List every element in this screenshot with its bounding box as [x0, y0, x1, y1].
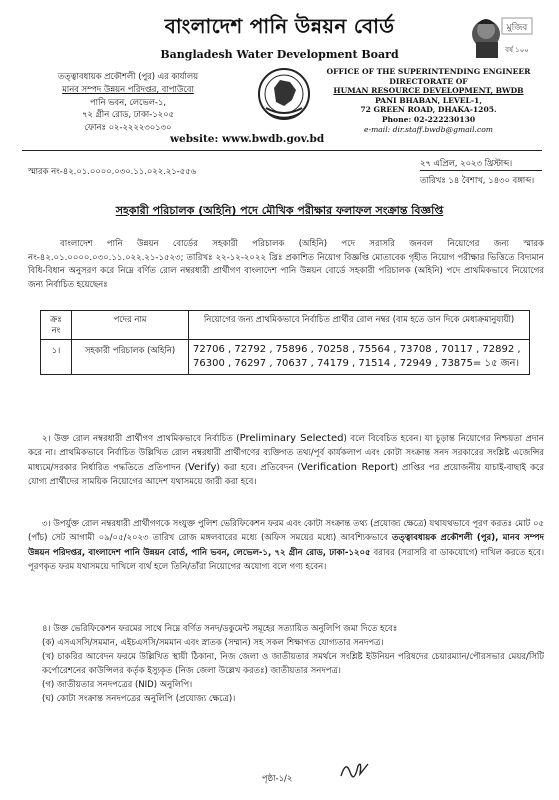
- page-subtitle: Bangladesh Water Development Board: [160, 48, 399, 61]
- page-number: পৃষ্ঠা-১/২: [262, 773, 293, 783]
- website-link[interactable]: website: www.bwdb.gov.bd: [170, 133, 325, 145]
- col-header-rolls: নিয়োগের জন্য প্রাথমিকভাবে নির্বাচিত প্রার্থীর রোল নম্বর (বাম হতে ডান দিকে মেধাক্রমানুযায়ী): [189, 311, 530, 340]
- svg-text:বর্ষ ১০০: বর্ষ ১০০: [505, 46, 529, 54]
- office-address-bn: তত্ত্বাবধায়ক প্রকৌশলী (পুর) এর কার্যালয় মানব সম্পদ উন্নয়ন পরিদপ্তর, বাপাউবো পানি ভবন, লেভেল-১, ৭২ গ্রীন রোড, ঢাকা-১২০৫ ফোনঃ ০২-২২২২৩০১৩০: [57, 71, 199, 133]
- email-address: e-mail: dir.staff.bwdb@gmail.com: [364, 124, 493, 134]
- paragraph-2: ২। উক্ত রোল নম্বরধারী প্রার্থীগণ প্রাথমিকভাবে নির্বাচিত (Preliminary Selected) বলে বিবেচিত হবেন। যা চূড়ান্ত নিয়োগের নিশ্চয়তা প্রদান করে না। প্রাথমিকভাবে নির্বাচিত উল্লিখিত রোল নম্বরধারী প্রার্থীগণের ব্যক্তিগত তথ্য/পূর্ব কার্যকলাপ এবং কোটা সংক্রান্ত সনদ সরকারের সংশ্লিষ্ট এজেন্সির মাধ্যমে/সরকার নির্ধারিত পদ্ধতিতে প্রতিপাদন (Verify) করা হবে। প্রতিবেদন (Verification Report) প্রাপ্তির পর প্রয়োজনীয় যাচাই-বাছাই করে যোগ্য প্রার্থীদের সাময়িক নিয়োগের আদেশ যথাসময়ে জারী করা হবে।: [28, 433, 545, 488]
- memo-number: স্মারক নং-৪২.০১.০০০০.০৩০.১১.০২২.২১-৫৫৬: [28, 166, 197, 176]
- paragraph-4: [28, 622, 544, 706]
- mujib-borsho-emblem: [462, 12, 534, 60]
- cell-sl: ১।: [41, 340, 72, 375]
- list-item: (গ) জাতীয়তার সনদপত্রের (NID) অনুলিপি।: [42, 680, 193, 690]
- header-divider: [22, 150, 542, 151]
- date-bengali: তারিখঃ ১৪ বৈশাখ, ১৪৩০ বঙ্গাব্দ।: [420, 175, 535, 185]
- svg-text:মুজিব: মুজিব: [506, 23, 528, 33]
- list-item: (ঘ) কোটা সংক্রান্ত সনদপত্রের অনুলিপি (প্রযোজ্য ক্ষেত্রে)।: [42, 694, 236, 704]
- col-header-post: পদের নাম: [72, 311, 189, 340]
- paragraph-1: বাংলাদেশ পানি উন্নয়ন বোর্ডের সহকারী পরিচালক (অহিনি) পদে সরাসরি জনবল নিয়োগের জন্য স্মারক নং-৪২.০১.০০০০.০৩০.১১.০২২.২১-১৫২৩; তারিখঃ ২২-১২-২০২২ খ্রিঃ প্রকাশিত নিয়োগ বিজ্ঞপ্তি মোতাবেক গৃহীত নিয়োগ পরীক্ষার ভিত্তিতে বিদ্যমান বিধি-বিধান অনুসরণ করে নিম্নে বর্ণিত রোল নম্বরধারী প্রার্থীগণ বাংলাদেশ পানি উন্নয়ন বোর্ডে সহকারী পরিচালক (অহিনি) পদে প্রাথমিকভাবে নিয়োগের জন্য নির্বাচিত হয়েছেনঃ: [28, 239, 544, 290]
- cell-roll-numbers: 72706 , 72792 , 75896 , 70258 , 75564 , 73708 , 70117 , 72892 , 76300 , 76297 , 70637 , 74179 , 71514 , 72949 , 73875= ১৫ জন।: [189, 340, 530, 375]
- results-table: [40, 310, 530, 375]
- paragraph-4-intro: ৪। উক্ত ভেরিফিকেশন ফরমের সাথে নিম্নে বর্ণিত সনদ/ডকুমেন্ট সমূহের সত্যায়িত অনুলিপি জমা দিতে হবেঃ: [42, 624, 398, 634]
- bwdb-logo: [256, 66, 312, 126]
- notice-subject: সহকারী পরিচালক (অহিনি) পদে মৌখিক পরীক্ষার ফলাফল সংক্রান্ত বিজ্ঞপ্তি: [115, 204, 444, 217]
- col-header-sl: ক্রঃ নং: [41, 311, 72, 340]
- list-item: (ক) এসএসসি/সমমান, এইচএসসি/সমমান এবং স্নাতক (সম্মান) সহ সকল শিক্ষাগত যোগ্যতার সনদপত্র।: [42, 638, 384, 648]
- cell-post: সহকারী পরিচালক (অহিনি): [72, 340, 189, 375]
- list-item: (খ) চাকরির আবেদন ফরমে উল্লিখিত স্থায়ী ঠিকানা, নিজ জেলা ও জাতীয়তার সমর্থনে সংশ্লিষ্ট ইউনিয়ন পরিষদের চেয়ারম্যান/পৌরসভার মেয়র/সিটি কর্পোরেশনের কাউন্সিলর কর্তৃক ইস্যুকৃত (নিজ জেলা উল্লেখ করতঃ) জাতীয়তার সনদপত্র।: [42, 652, 544, 676]
- table-header-row: [41, 311, 530, 340]
- paragraph-3: ৩। উপর্যুক্ত রোল নম্বরধারী প্রার্থীগণকে সংযুক্ত পুলিশ ভেরিফিকেশন ফরম এবং কোটা সংক্রান্ত তথ্য (প্রযোজ্য ক্ষেত্রে) যথাযথভাবে পূরণ করতঃ মোট ০৫ (পাঁচ) সেট আগামী ০৯/০৫/২০২৩ তারিখ রোজ মঙ্গলবারের মধ্যে (অফিস সময়ের মধ্যে) আবশ্যিকভাবে তত্ত্বাবধায়ক প্রকৌশলী (পুর), মানব সম্পদ উন্নয়ন পরিদপ্তর, বাংলাদেশ পানি উন্নয়ন বোর্ড, পানি ভবন, লেভেল-১, ৭২ গ্রীন রোড, ঢাকা-১২০৫ বরাবর (সরাসরি বা ডাকযোগে) দাখিল করতে হবে। পূরণকৃত ফরম যথাসময়ে দাখিলে ব্যর্থ হলে তিনি/তাঁরা নিয়োগের অযোগ্য বলে গণ্য হবেন।: [28, 519, 545, 573]
- date-divider: [420, 170, 542, 171]
- table-row: [41, 340, 530, 375]
- date-gregorian: ২৭ এপ্রিল, ২০২৩ খ্রিস্টাব্দ।: [420, 158, 513, 168]
- page-title: বাংলাদেশ পানি উন্নয়ন বোর্ড: [164, 14, 395, 38]
- signature: [338, 756, 372, 782]
- office-address-en: OFFICE OF THE SUPERINTENDING ENGINEER DIRECTORATE OF HUMAN RESOURCE DEVELOPMENT, BWDB PANI BHABAN, LEVEL-1, 72 GREEN ROAD, DHAKA-1205. Phone: 02-222230130 e-mail: dir.staff.bwdb@gmail.com: [316, 67, 541, 134]
